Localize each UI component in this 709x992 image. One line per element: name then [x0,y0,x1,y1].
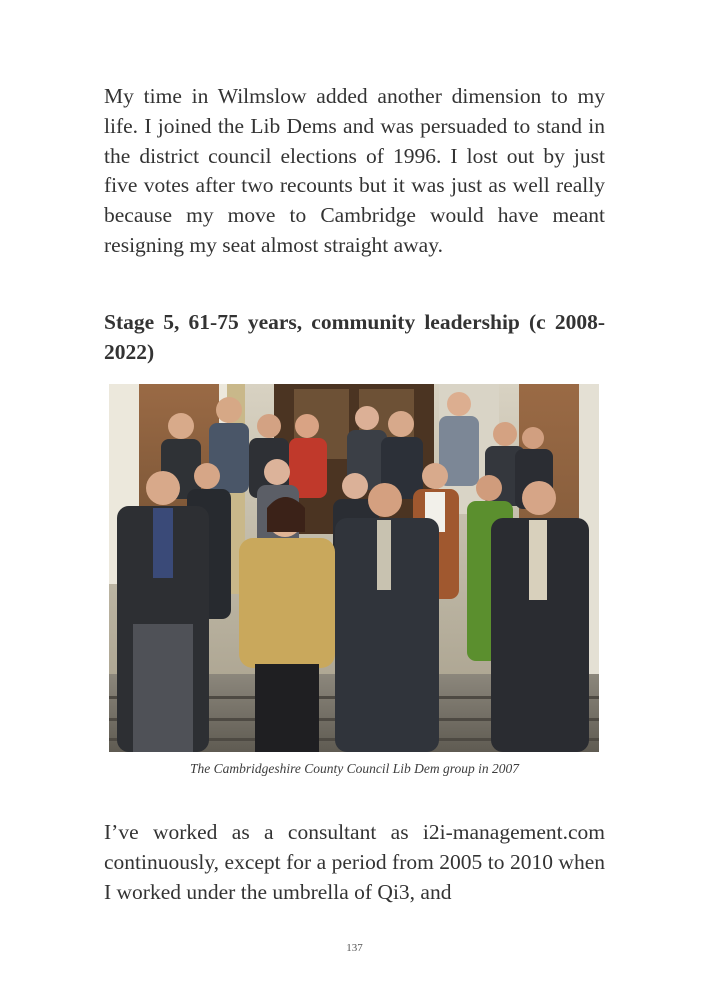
body-paragraph: I’ve worked as a consultant as i2i-management.com continuously, except for a period from 2005 to 2010 when I worked under the umbrella of Qi3, and [104,820,605,904]
page-number: 137 [346,942,363,954]
section-heading: Stage 5, 61-75 years, community leadership (c 2008-2022) [104,310,605,364]
group-photo [109,384,599,752]
photo-caption: The Cambridgeshire County Council Lib Dem group in 2007 [190,761,519,776]
body-paragraph: My time in Wilmslow added another dimension to my life. I joined the Lib Dems and was persuaded to stand in the district council elections of 1996. I lost out by just five votes after two recounts but it was just as well really because my move to Cambridge would have meant resigning my seat almost straight away. [104,84,605,257]
